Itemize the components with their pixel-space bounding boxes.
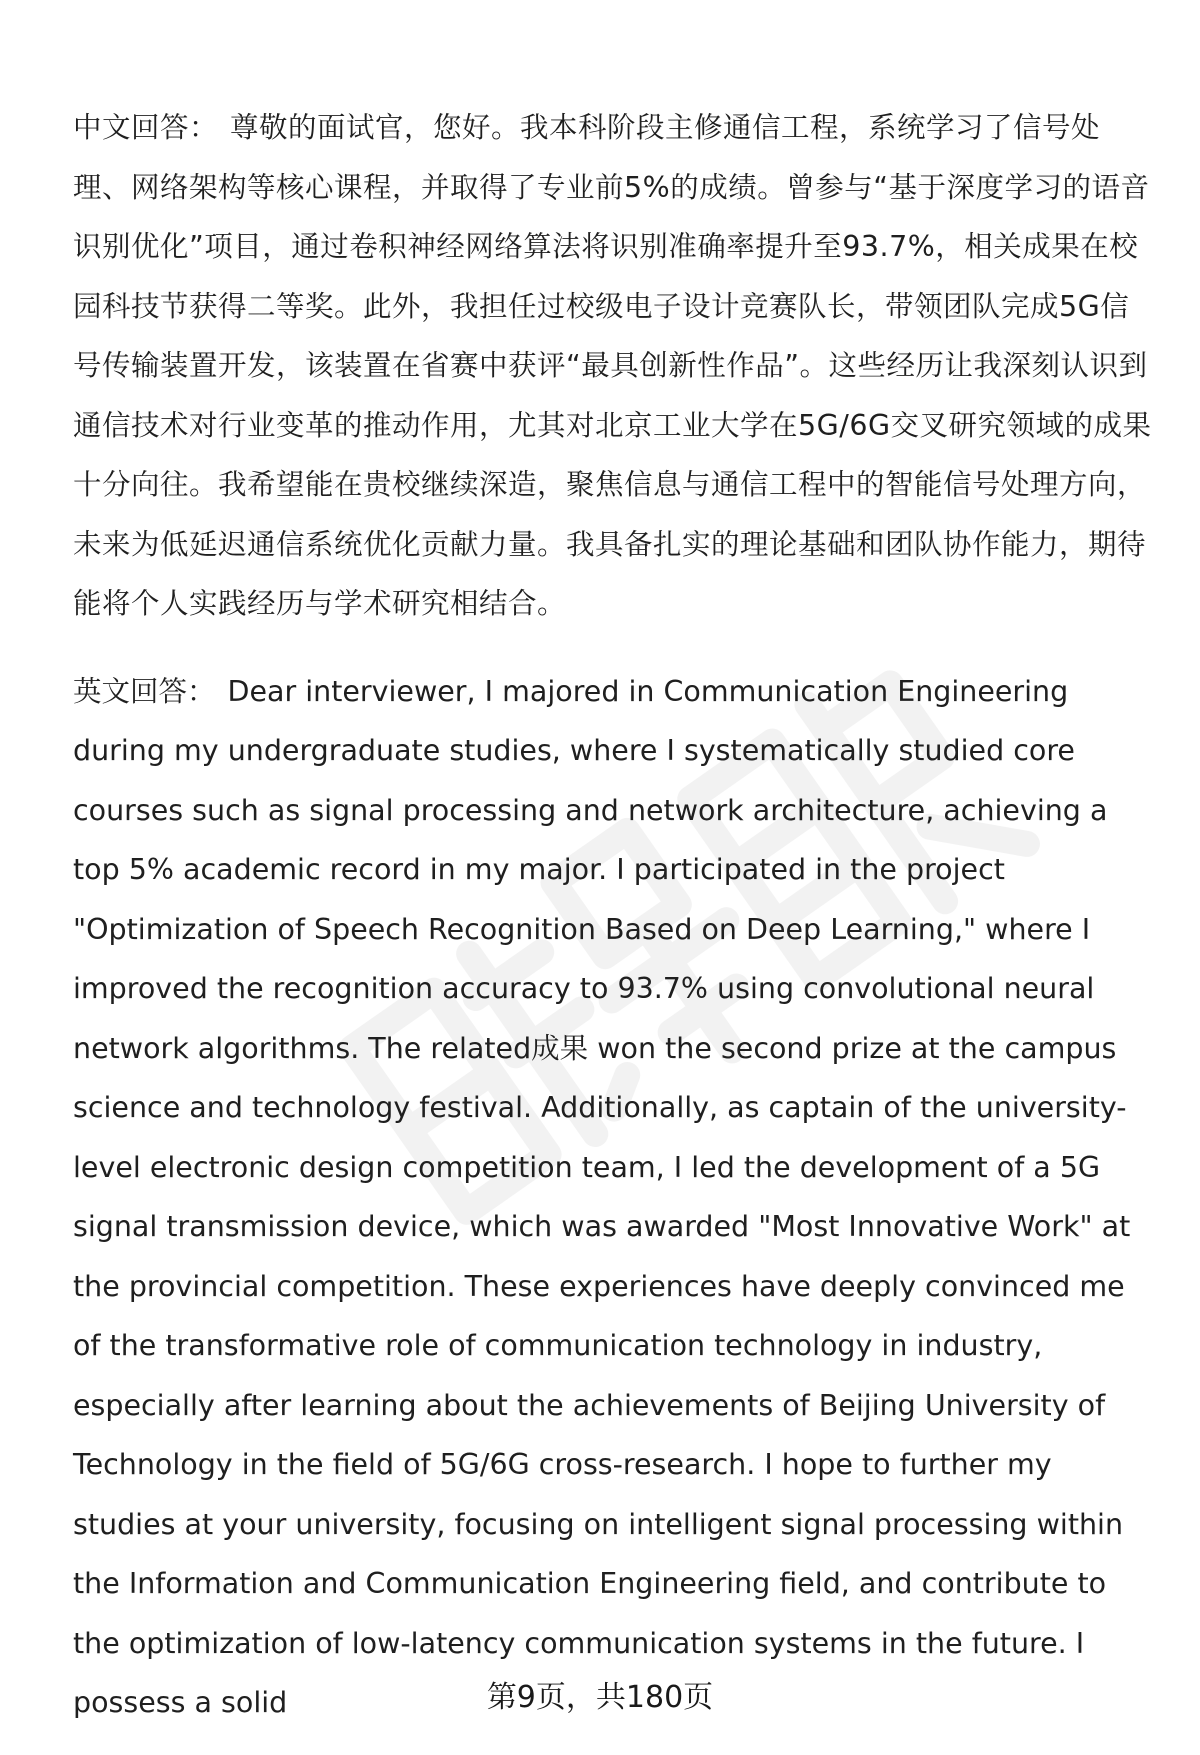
answer-content xyxy=(73,98,1153,1733)
chinese-answer-paragraph xyxy=(73,98,1153,634)
english-answer-paragraph xyxy=(73,662,1153,1733)
english-answer-label: 英文回答： xyxy=(73,674,216,708)
page-number-footer: 第9页，共180页 xyxy=(486,1680,714,1715)
chinese-answer-label: 中文回答： xyxy=(73,111,219,144)
english-answer-text: Dear interviewer, I majored in Communication Engineering during my undergraduate studies, where I systematically studied core courses such as signal processing and network architecture, achieving a top 5% academic record in my major. I participated in the project "Optimization of Speech Recognition Based on Deep Learning," where I improved the recognition accuracy to 93.7% using convolutional neural network algorithms. The related成果 won the second prize at the campus science and technology festival. Additionally, as captain of the university-level electronic design competition team, I led the development of a 5G signal transmission device, which was awarded "Most Innovative Work" at the provincial competition. These experiences have deeply convinced me of the transformative role of communication technology in industry, especially after learning about the achievements of Beijing University of Technology in the field of 5G/6G cross-research. I hope to further my studies at your university, focusing on intelligent signal processing within the Information and Communication Engineering field, and contribute to the optimization of low-latency communication systems in the future. I possess a solid xyxy=(73,674,1131,1719)
chinese-answer-text: 尊敬的面试官，您好。我本科阶段主修通信工程，系统学习了信号处理、网络架构等核心课程，并取得了专业前5%的成绩。曾参与“基于深度学习的语音识别优化”项目，通过卷积神经网络算法将识别准确率提升至93.7%，相关成果在校园科技节获得二等奖。此外，我担任过校级电子设计竞赛队长，带领团队完成5G信号传输装置开发，该装置在省赛中获评“最具创新性作品”。这些经历让我深刻认识到通信技术对行业变革的推动作用，尤其对北京工业大学在5G/6G交叉研究领域的成果十分向往。我希望能在贵校继续深造，聚焦信息与通信工程中的智能信号处理方向，未来为低延迟通信系统优化贡献力量。我具备扎实的理论基础和团队协作能力，期待能将个人实践经历与学术研究相结合。 xyxy=(73,111,1152,620)
